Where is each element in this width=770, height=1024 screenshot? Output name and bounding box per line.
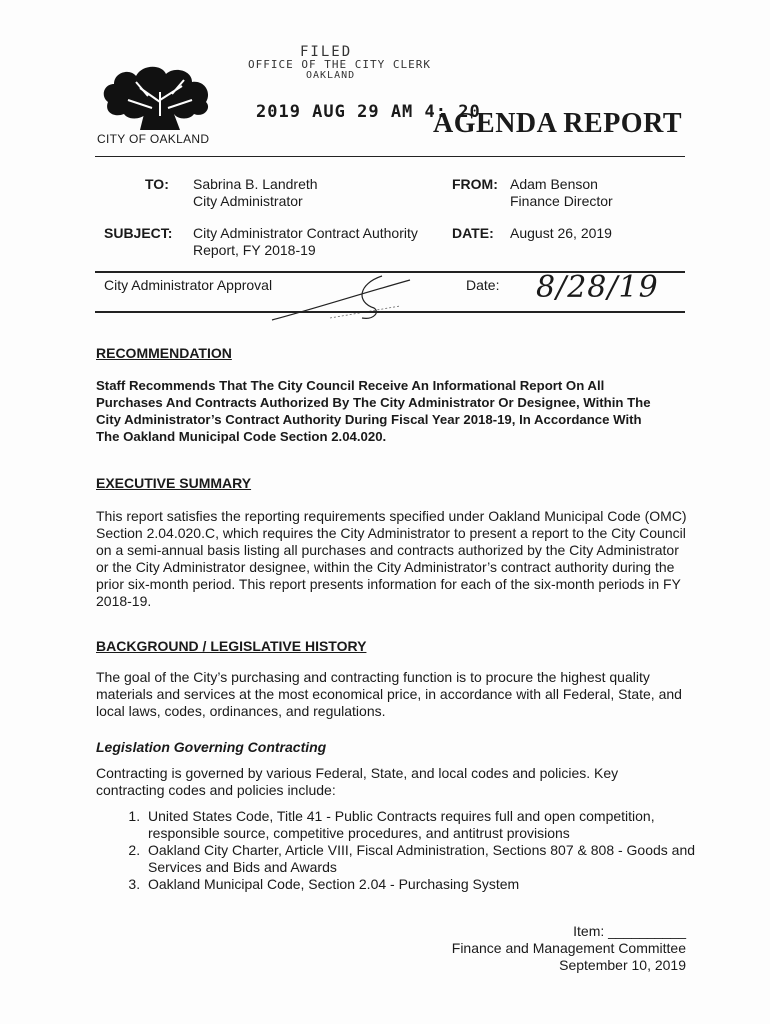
oak-tree-logo-icon	[100, 62, 220, 132]
approval-date-label: Date:	[466, 277, 500, 293]
executive-summary-text	[96, 508, 696, 610]
summary-line: 2018-19.	[96, 593, 152, 609]
footer-committee: Finance and Management Committee	[451, 940, 686, 956]
list-item	[144, 876, 696, 893]
footer-block	[452, 923, 686, 974]
recommendation-text	[96, 377, 696, 445]
list-item-line: responsible source, competitive procedures, and antitrust provisions	[148, 825, 570, 841]
to-title: City Administrator	[193, 193, 303, 209]
footer-date: September 10, 2019	[559, 957, 686, 973]
summary-line: on a semi-annual basis listing all purchases and contracts authorized by the City Administrator	[96, 542, 679, 558]
background-line: local laws, codes, ordinances, and regulations.	[96, 703, 386, 719]
list-item	[144, 808, 696, 842]
subject-line-2: Report, FY 2018-19	[193, 242, 316, 258]
signature-icon	[270, 272, 430, 324]
recommendation-line: The Oakland Municipal Code Section 2.04.020.	[96, 429, 387, 444]
from-label: FROM:	[452, 176, 498, 192]
date-label: DATE:	[452, 225, 494, 241]
city-of-oakland-label: CITY OF OAKLAND	[97, 132, 210, 146]
subject-line-1: City Administrator Contract Authority	[193, 225, 418, 241]
subject-label: SUBJECT:	[104, 225, 173, 241]
date-value: August 26, 2019	[510, 225, 612, 241]
approval-date-handwritten: 8/28/19	[536, 270, 659, 305]
executive-summary-heading: EXECUTIVE SUMMARY	[96, 475, 252, 491]
legislation-subheading: Legislation Governing Contracting	[96, 739, 327, 755]
background-line: materials and services at the most economical price, in accordance with all Federal, State, and	[96, 686, 682, 702]
list-item-line: 2. Oakland City Charter, Article VIII, Fiscal Administration, Sections 807 & 808 - Goods and	[148, 842, 696, 858]
summary-line: or the City Administrator designee, within the City Administrator’s contract authority during the	[96, 559, 675, 575]
to-label: TO:	[145, 176, 169, 192]
from-name: Adam Benson	[510, 176, 598, 192]
recommendation-line: City Administrator’s Contract Authority During Fiscal Year 2018-19, In Accordance With	[96, 412, 642, 427]
intro-line: contracting codes and policies include:	[96, 782, 336, 798]
from-title: Finance Director	[510, 193, 613, 209]
summary-line: prior six-month period. This report presents information for each of the six-month periods in FY	[96, 576, 681, 592]
recommendation-line: Staff Recommends That The City Council Receive An Informational Report On All	[96, 378, 605, 393]
summary-line: This report satisfies the reporting requirements specified under Oakland Municipal Code (OMC)	[96, 508, 687, 524]
filed-stamp-datetime: 2019 AUG 29 AM 4: 20	[256, 102, 481, 122]
list-item-line: 1. United States Code, Title 41 - Public Contracts requires full and open competition,	[148, 808, 655, 824]
legislation-intro	[96, 765, 696, 799]
recommendation-line: Purchases And Contracts Authorized By The City Administrator Or Designee, Within The	[96, 395, 651, 410]
approval-label: City Administrator Approval	[104, 277, 273, 293]
filed-stamp-city: OAKLAND	[306, 70, 356, 81]
header-divider	[95, 156, 685, 157]
intro-line: Contracting is governed by various Federal, State, and local codes and policies. Key	[96, 765, 619, 781]
background-line: The goal of the City’s purchasing and contracting function is to procure the highest quality	[96, 669, 650, 685]
list-item-line: Services and Bids and Awards	[148, 859, 337, 875]
to-name: Sabrina B. Landreth	[193, 176, 318, 192]
background-heading: BACKGROUND / LEGISLATIVE HISTORY	[96, 638, 367, 654]
recommendation-heading: RECOMMENDATION	[96, 345, 232, 361]
subject-block	[193, 225, 418, 259]
filed-stamp-office: OFFICE OF THE CITY CLERK	[248, 58, 431, 71]
page-title: AGENDA REPORT	[433, 108, 682, 139]
list-item-line: 3. Oakland Municipal Code, Section 2.04 - Purchasing System	[148, 876, 520, 892]
approval-bottom-rule	[95, 311, 685, 313]
summary-line: Section 2.04.020.C, which requires the City Administrator to present a report to the City Council	[96, 525, 686, 541]
legislation-list	[96, 808, 696, 893]
to-block	[193, 176, 318, 210]
from-block	[510, 176, 613, 210]
filed-stamp-label: FILED	[300, 44, 353, 60]
background-text	[96, 669, 696, 720]
list-item	[144, 842, 696, 876]
footer-item-label: Item: __________	[573, 923, 686, 939]
